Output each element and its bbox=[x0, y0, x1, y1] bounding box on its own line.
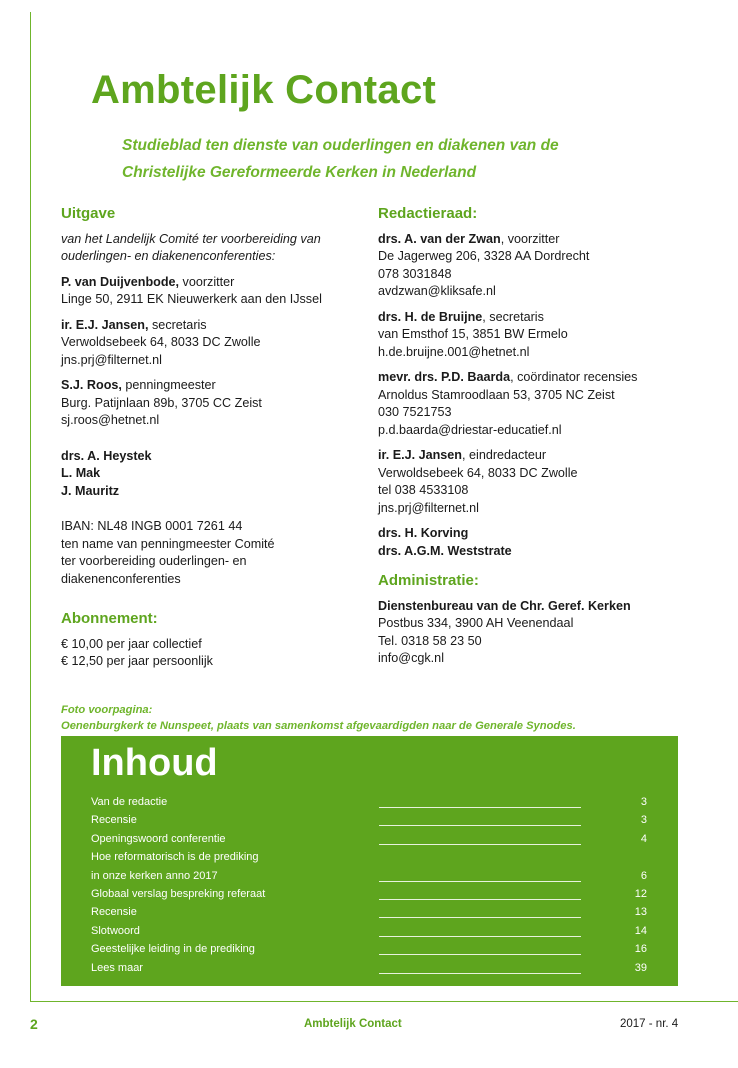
toc-item bbox=[91, 849, 647, 867]
contact-voorzitter bbox=[61, 274, 361, 309]
editor-phone: tel 038 4533108 bbox=[378, 483, 469, 497]
uitgave-intro bbox=[61, 231, 361, 266]
uitgave-heading: Uitgave bbox=[61, 205, 116, 222]
toc-leader-line bbox=[379, 899, 581, 900]
editor-eindredacteur bbox=[378, 447, 718, 517]
editor-address: van Emsthof 15, 3851 BW Ermelo bbox=[378, 327, 568, 341]
toc-item-page: 3 bbox=[640, 796, 647, 808]
toc-item-label: Hoe reformatorisch is de prediking bbox=[91, 851, 259, 864]
contact-address: Verwoldsebeek 64, 8033 DC Zwolle bbox=[61, 335, 261, 349]
editor-address: Verwoldsebeek 64, 8033 DC Zwolle bbox=[378, 465, 578, 480]
toc-leader-line bbox=[379, 954, 581, 955]
toc-leader-line bbox=[379, 917, 581, 918]
toc-item-label: Recensie bbox=[91, 906, 137, 919]
administratie-phone: Tel. 0318 58 23 50 bbox=[378, 633, 482, 648]
administratie-block bbox=[378, 598, 718, 668]
member-name: J. Mauritz bbox=[61, 483, 120, 498]
editor-name-line bbox=[378, 231, 718, 249]
price-line: € 10,00 per jaar collectief bbox=[61, 636, 202, 651]
footer-page-number: 2 bbox=[30, 1016, 38, 1032]
editor-name-line bbox=[378, 309, 718, 327]
contact-email: jns.prj@filternet.nl bbox=[61, 352, 162, 367]
contact-secretaris bbox=[61, 317, 361, 370]
editor-name: mevr. drs. P.D. Baarda bbox=[378, 370, 511, 384]
toc-list bbox=[91, 794, 647, 978]
toc-item bbox=[91, 868, 647, 886]
editor-voorzitter bbox=[378, 231, 718, 301]
contact-role: voorzitter bbox=[179, 274, 235, 289]
toc-item-page: 39 bbox=[634, 961, 647, 974]
subtitle-line-1: Studieblad ten dienste van ouderlingen en diakenen van de bbox=[122, 137, 559, 154]
iban-line: diakenenconferenties bbox=[61, 571, 181, 586]
editor-phone: 078 3031848 bbox=[378, 266, 452, 281]
editor-address: Arnoldus Stamroodlaan 53, 3705 NC Zeist bbox=[378, 387, 615, 402]
editor-coordinator bbox=[378, 369, 718, 439]
iban-block bbox=[61, 518, 361, 588]
toc-title: Inhoud bbox=[91, 742, 218, 784]
contact-address: Burg. Patijnlaan 89b, 3705 CC Zeist bbox=[61, 395, 262, 410]
editor-name: drs. A. van der Zwan bbox=[378, 231, 501, 246]
iban-line: ter voorbereiding ouderlingen- en bbox=[61, 554, 247, 568]
toc-item-page: 13 bbox=[634, 906, 647, 919]
toc-item-label: Lees maar bbox=[91, 961, 143, 974]
contact-role: penningmeester bbox=[121, 378, 216, 392]
page-frame-bottom-rule bbox=[30, 1001, 738, 1002]
member-name: drs. A.G.M. Weststrate bbox=[378, 543, 512, 558]
left-column bbox=[61, 205, 361, 679]
administratie-name: Dienstenbureau van de Chr. Geref. Kerken bbox=[378, 598, 631, 613]
toc-item-page: 12 bbox=[634, 887, 647, 900]
editor-name-line bbox=[378, 369, 718, 387]
iban-line: ten name van penningmeester Comité bbox=[61, 536, 275, 551]
toc-item bbox=[91, 831, 647, 849]
magazine-title: Ambtelijk Contact bbox=[91, 68, 437, 112]
footer-issue: 2017 - nr. 4 bbox=[620, 1018, 679, 1030]
administratie-address: Postbus 334, 3900 AH Veenendaal bbox=[378, 616, 574, 630]
contact-role: secretaris bbox=[148, 317, 207, 332]
footer-magazine-name: Ambtelijk Contact bbox=[304, 1018, 402, 1030]
toc-leader-line bbox=[379, 973, 581, 974]
editor-secretaris bbox=[378, 309, 718, 362]
toc-item-page: 6 bbox=[640, 869, 647, 882]
member-name: drs. H. Korving bbox=[378, 526, 469, 540]
editor-members bbox=[378, 525, 718, 560]
contact-name-line bbox=[61, 317, 361, 335]
toc-item bbox=[91, 904, 647, 922]
toc-item-page: 16 bbox=[634, 943, 647, 956]
uitgave-intro-line: ouderlingen- en diakenenconferenties: bbox=[61, 249, 276, 263]
toc-item bbox=[91, 886, 647, 904]
magazine-subtitle bbox=[122, 132, 559, 186]
editor-name: ir. E.J. Jansen bbox=[378, 448, 463, 462]
toc-item bbox=[91, 941, 647, 959]
toc-leader-line bbox=[379, 936, 581, 937]
table-of-contents bbox=[61, 736, 678, 986]
iban-line: IBAN: NL48 INGB 0001 7261 44 bbox=[61, 519, 243, 533]
contact-email: sj.roos@hetnet.nl bbox=[61, 413, 160, 427]
contact-name-line bbox=[61, 377, 361, 395]
abonnement-heading: Abonnement: bbox=[61, 610, 158, 627]
toc-item bbox=[91, 794, 647, 812]
editor-name-line bbox=[378, 447, 718, 465]
editor-address: De Jagerweg 206, 3328 AA Dordrecht bbox=[378, 249, 590, 263]
page-frame-left-rule bbox=[30, 12, 31, 1002]
toc-item bbox=[91, 960, 647, 978]
abonnement-prices bbox=[61, 636, 361, 671]
redactieraad-heading: Redactieraad: bbox=[378, 205, 478, 222]
editor-role: , eindredacteur bbox=[462, 448, 547, 462]
editor-name: drs. H. de Bruijne bbox=[378, 309, 483, 324]
photo-caption bbox=[61, 702, 576, 734]
toc-leader-line bbox=[379, 807, 581, 808]
photo-caption-text: Oenenburgkerk te Nunspeet, plaats van samenkomst afgevaardigden naar de Generale Synodes. bbox=[61, 720, 576, 732]
contact-address: Linge 50, 2911 EK Nieuwerkerk aan den IJssel bbox=[61, 292, 322, 306]
toc-item bbox=[91, 812, 647, 830]
toc-item-label: Slotwoord bbox=[91, 924, 140, 937]
uitgave-members bbox=[61, 448, 361, 501]
editor-role: , voorzitter bbox=[500, 231, 560, 246]
editor-email: jns.prj@filternet.nl bbox=[378, 500, 479, 515]
toc-item-label: Geestelijke leiding in de prediking bbox=[91, 943, 255, 956]
administratie-heading: Administratie: bbox=[378, 572, 479, 589]
contact-name: S.J. Roos, bbox=[61, 378, 122, 392]
toc-leader-line bbox=[379, 844, 581, 845]
contact-name-line bbox=[61, 274, 361, 292]
toc-item-page: 14 bbox=[634, 924, 647, 937]
toc-leader-line bbox=[379, 881, 581, 882]
toc-item-label: Recensie bbox=[91, 814, 137, 827]
toc-item-label: Van de redactie bbox=[91, 796, 168, 808]
editor-phone: 030 7521753 bbox=[378, 405, 452, 419]
editor-email: h.de.bruijne.001@hetnet.nl bbox=[378, 344, 530, 359]
editor-role: , coördinator recensies bbox=[510, 370, 638, 384]
member-name: drs. A. Heystek bbox=[61, 448, 152, 463]
photo-caption-label: Foto voorpagina: bbox=[61, 704, 153, 716]
toc-item-label: in onze kerken anno 2017 bbox=[91, 869, 218, 882]
toc-item-label: Openingswoord conferentie bbox=[91, 832, 226, 845]
uitgave-intro-line: van het Landelijk Comité ter voorbereiding van bbox=[61, 231, 321, 246]
contact-penningmeester bbox=[61, 377, 361, 430]
toc-item-label: Globaal verslag bespreking referaat bbox=[91, 887, 266, 900]
editor-email: p.d.baarda@driestar-educatief.nl bbox=[378, 422, 562, 437]
editor-role: , secretaris bbox=[482, 309, 544, 324]
contact-name: P. van Duijvenbode, bbox=[61, 274, 180, 289]
subtitle-line-2: Christelijke Gereformeerde Kerken in Nederland bbox=[122, 164, 477, 181]
member-name: L. Mak bbox=[61, 466, 101, 480]
toc-leader-line bbox=[379, 825, 581, 826]
right-column bbox=[378, 205, 718, 676]
price-line: € 12,50 per jaar persoonlijk bbox=[61, 654, 213, 668]
toc-item bbox=[91, 923, 647, 941]
toc-item-page: 4 bbox=[640, 832, 647, 845]
editor-email: avdzwan@kliksafe.nl bbox=[378, 284, 496, 298]
administratie-email: info@cgk.nl bbox=[378, 651, 444, 665]
contact-name: ir. E.J. Jansen, bbox=[61, 317, 149, 332]
toc-item-page: 3 bbox=[640, 814, 647, 827]
